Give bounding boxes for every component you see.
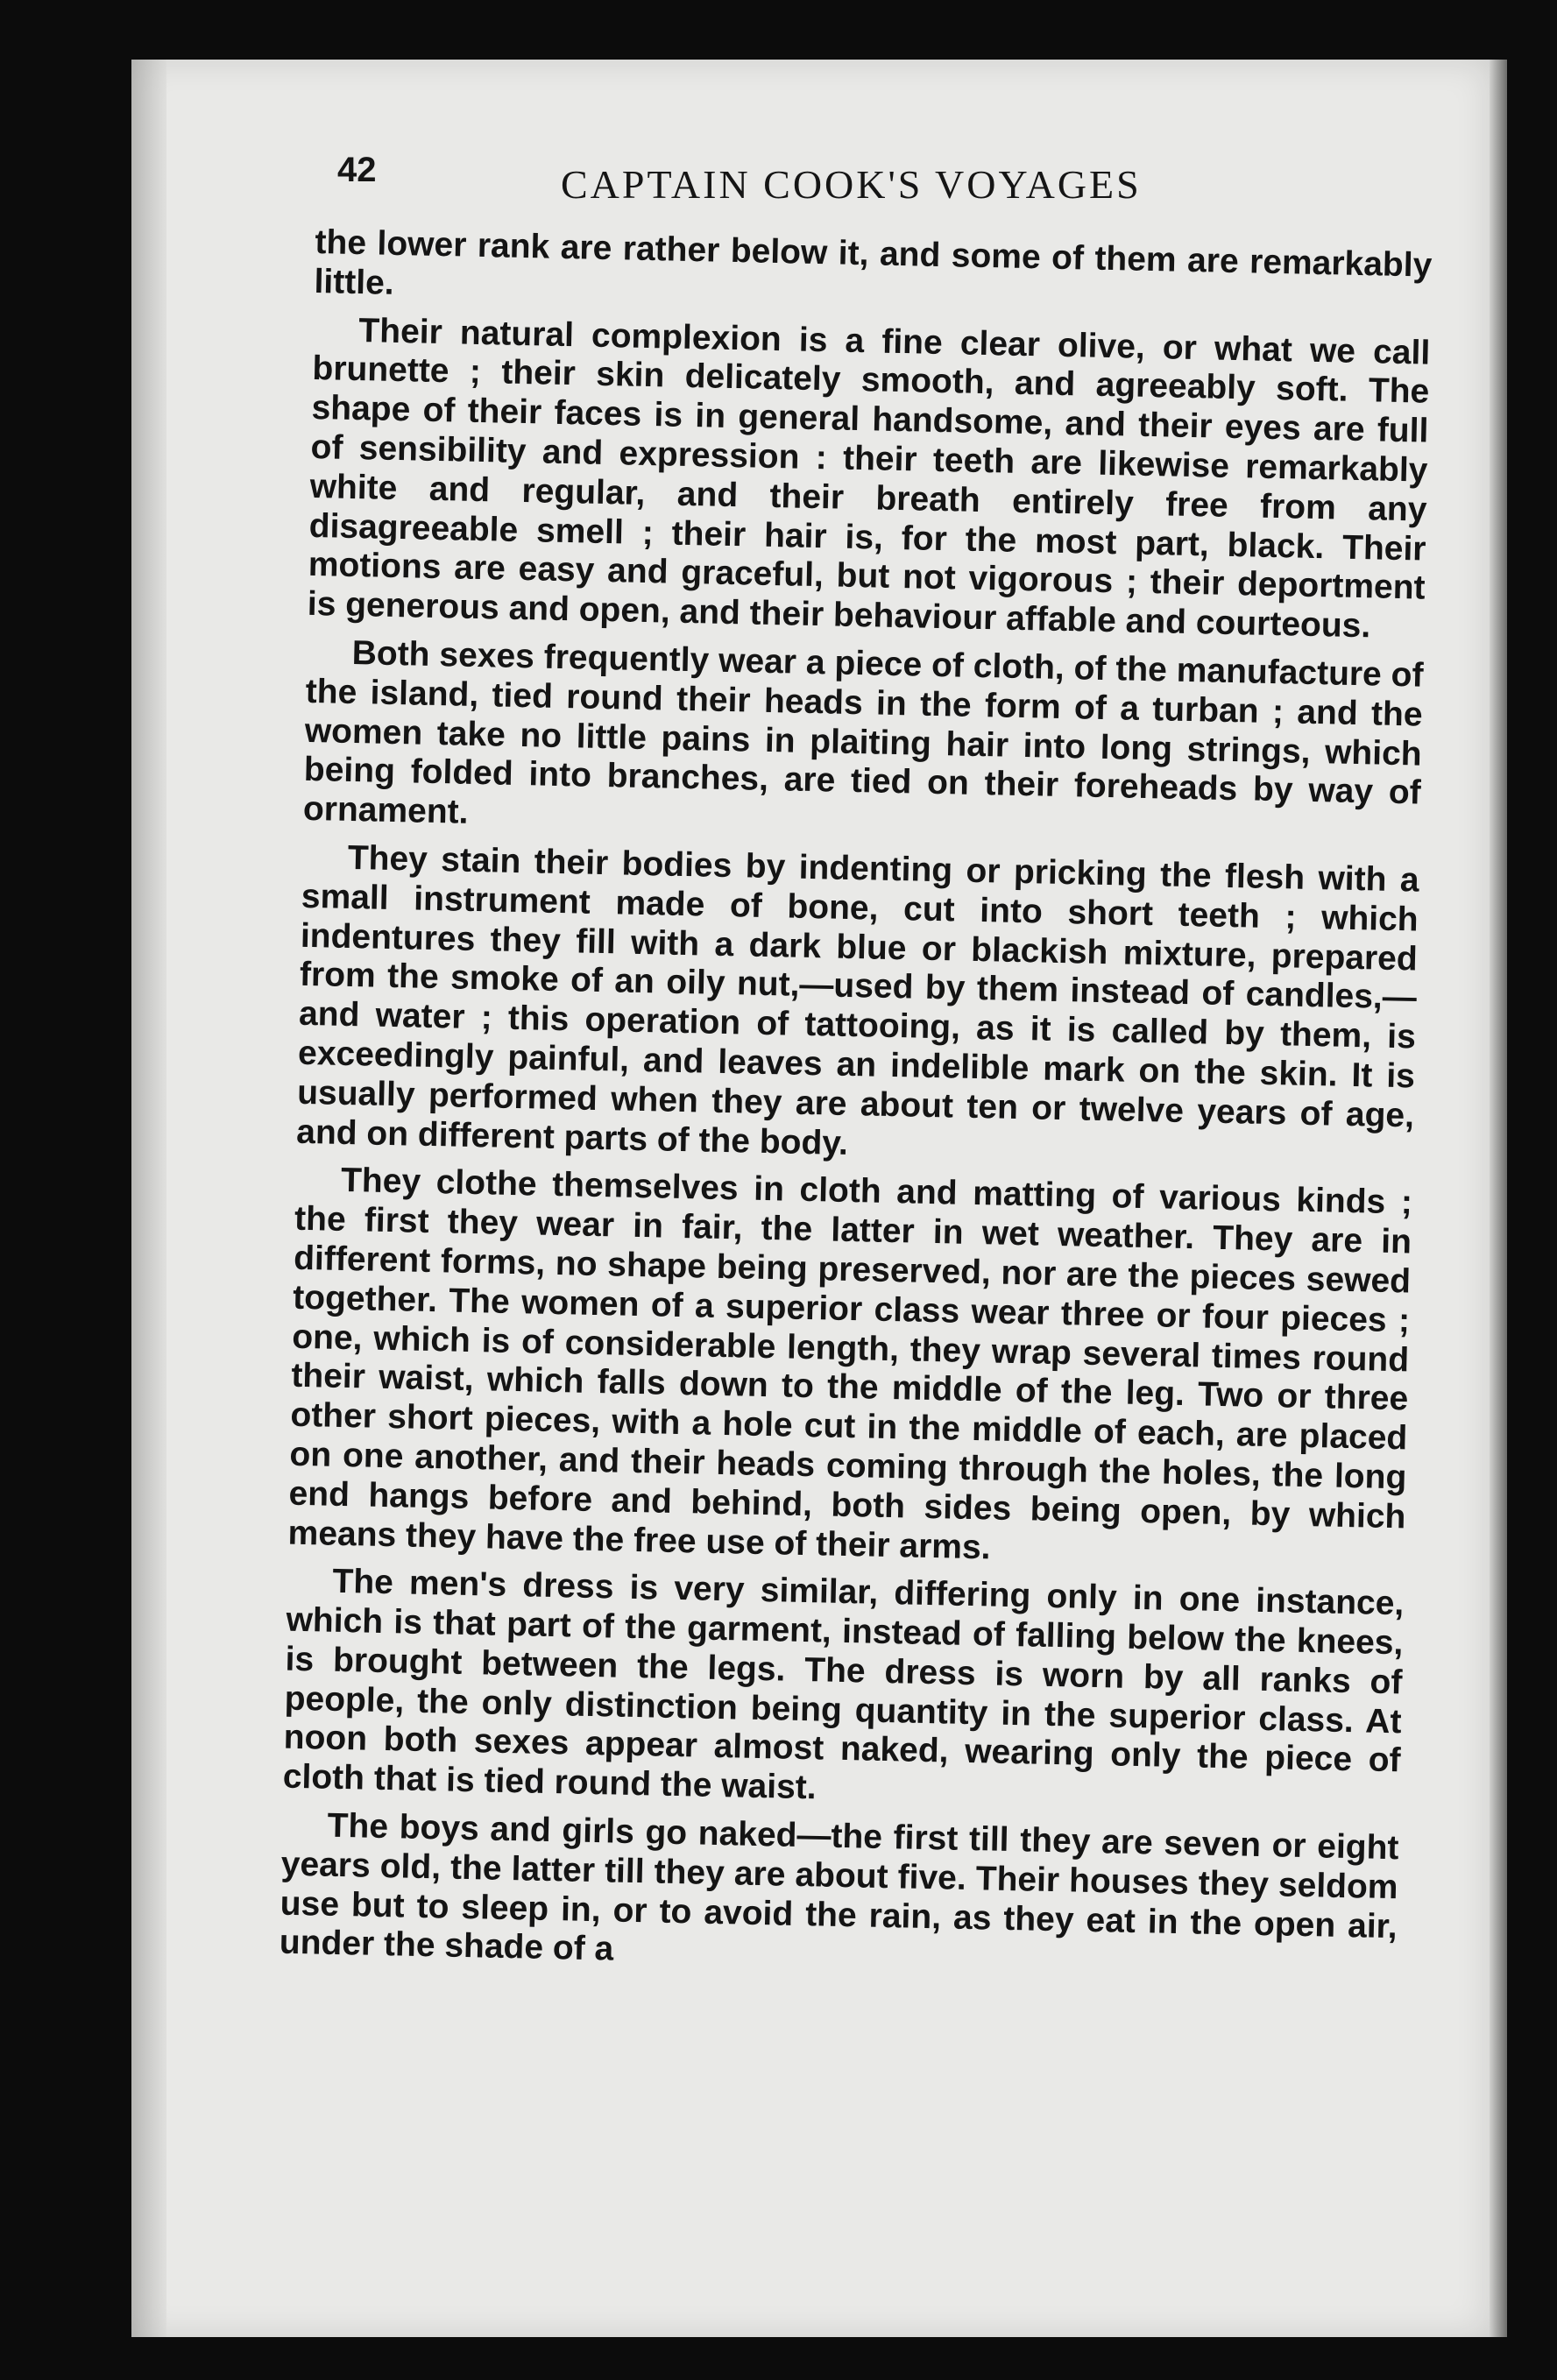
page-edge <box>1490 60 1507 2337</box>
page-header <box>337 151 1419 221</box>
paragraph: the lower rank are rather below it, and some of them are remarkably little. <box>314 223 1433 302</box>
page-number: 42 <box>337 151 377 189</box>
paragraph: The boys and girls go naked—the first till they are seven or eight years old, the latter till they are about five. Their houses they seldom use but to sleep in, or to avoid the rain, as they eat in the open air, under the shade of a <box>279 1806 1399 1969</box>
page-gutter <box>131 60 166 2337</box>
paragraph: Their natural complexion is a fine clear olive, or what we call brunette ; their skin delicately smooth, and agreeably soft. The shape of their faces is in general handsome, and their eyes are full of sensibility and expression : their teeth are likewise remarkably white and regular, and their breath entirely free from any disagreeable smell ; their hair is, for the most part, black. Their motions are easy and graceful, but not vigorous ; their deportment is generous and open, and their behaviour affable and courteous. <box>307 311 1431 646</box>
body-text <box>279 223 1433 1995</box>
paragraph: They stain their bodies by indenting or pricking the flesh with a small instrument made of bone, cut into short teeth ; which indentures they fill with a dark blue or blackish mixture, prepared from the smoke of an oily nut,—used by them instead of candles,—and water ; this operation of tattooing, as it is called by them, is exceedingly painful, and leaves an indelible mark on the skin. It is usually performed when they are about ten or twelve years of age, and on different parts of the body. <box>295 838 1420 1162</box>
paragraph: The men's dress is very similar, differing only in one instance, which is that part of the garment, instead of falling below the knees, is brought between the legs. The dress is worn by all ranks of people, the only distinction being quantity in the superior class. At noon both sexes appear almost naked, wearing only the piece of cloth that is tied round the waist. <box>282 1563 1405 1807</box>
running-title: CAPTAIN COOK'S VOYAGES <box>561 162 1142 207</box>
paragraph: They clothe themselves in cloth and matting of various kinds ; the first they wear in fair, the latter in wet weather. They are in different forms, no shape being preserved, nor are the pieces sewed together. The women of a superior class wear three or four pieces ; one, which is of considerable length, they wrap several times round their waist, which falls down to the middle of the leg. Two or three other short pieces, with a hole cut in the middle of each, are placed on one another, and their heads coming through the holes, the long end hangs before and behind, both sides being open, by which means they have the free use of their arms. <box>287 1162 1413 1566</box>
paragraph: Both sexes frequently wear a piece of cloth, of the manufacture of the island, tied round their heads in the form of a turban ; and the women take no little pains in plaiting hair into long strings, which being folded into branches, are tied on their foreheads by way of ornament. <box>302 633 1424 831</box>
